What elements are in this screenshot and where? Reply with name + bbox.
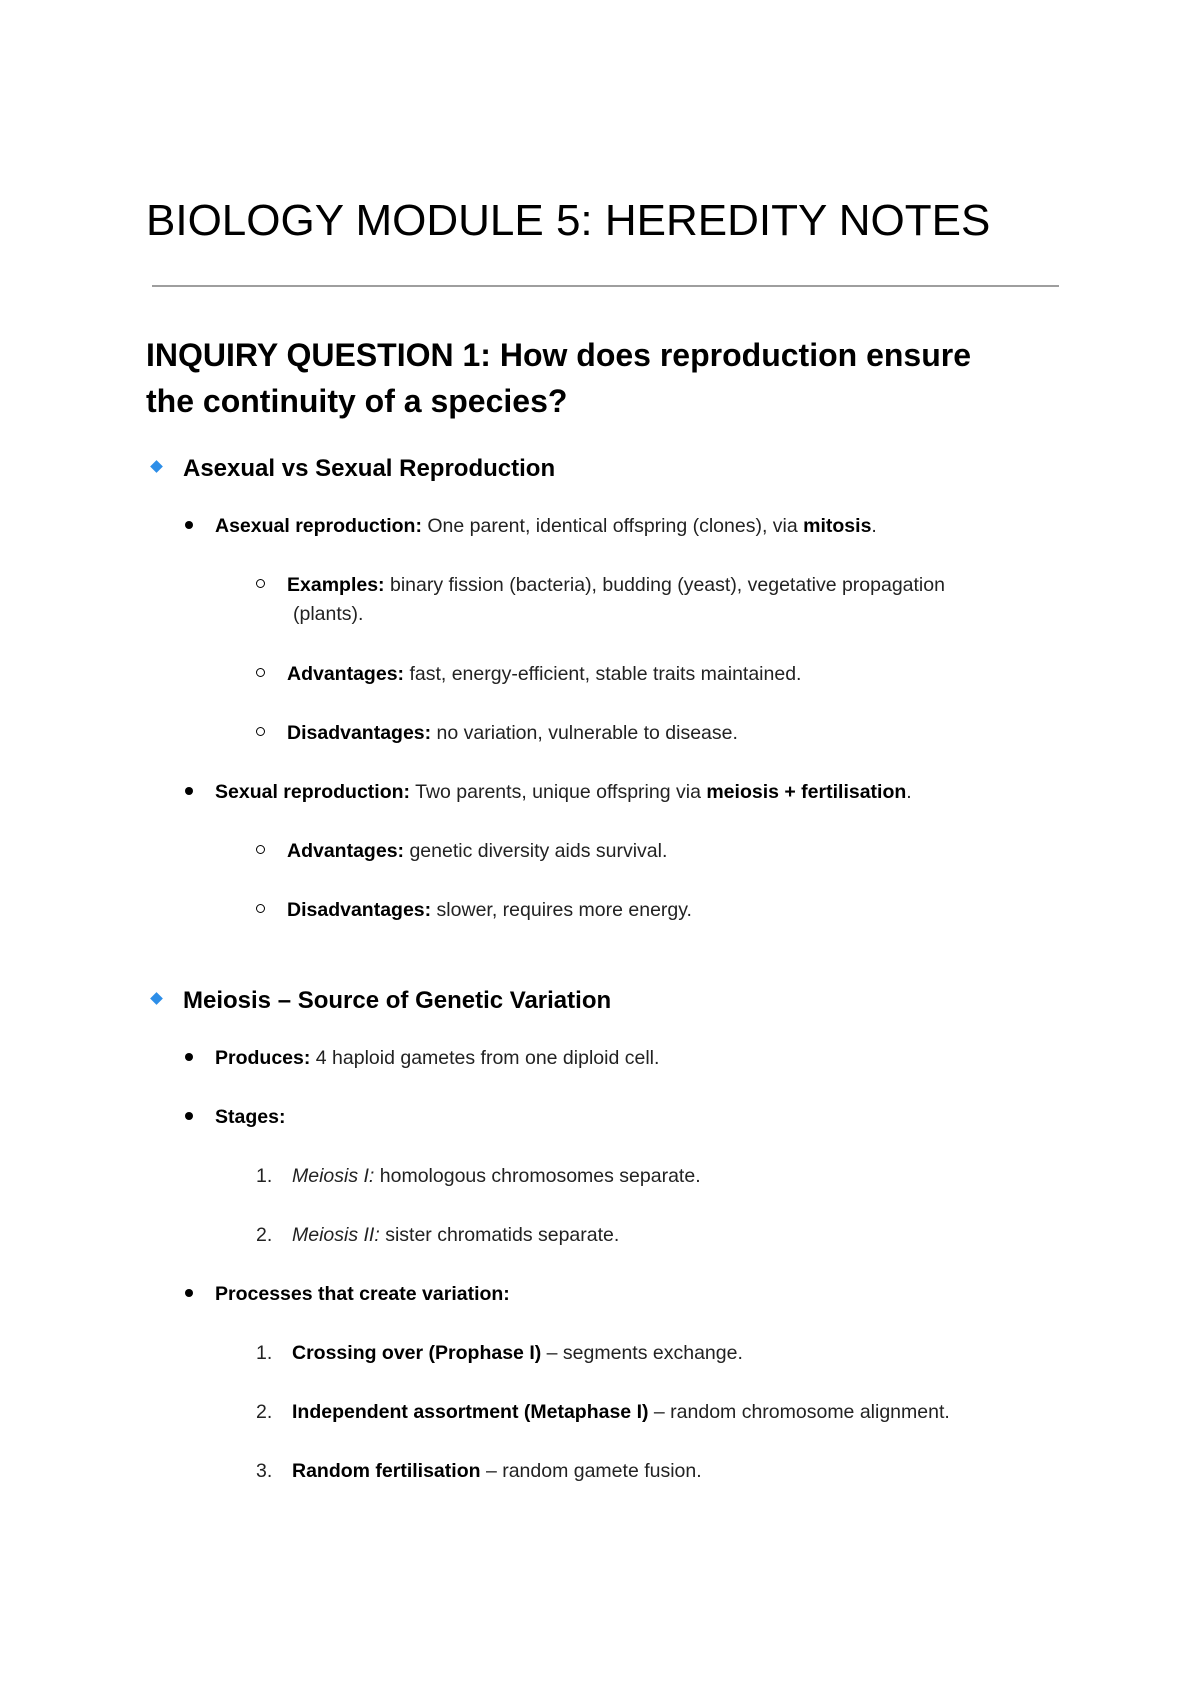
section-heading-reproduction <box>152 454 555 484</box>
item-text: no variation, vulnerable to disease. <box>431 722 738 744</box>
bullet-icon <box>185 1289 193 1297</box>
term-label: Disadvantages: <box>287 899 432 921</box>
hollow-bullet-icon <box>256 845 265 854</box>
item-text: Two parents, unique offspring via <box>410 781 707 803</box>
numbered-item-stage-1 <box>256 1162 701 1191</box>
list-item-asexual <box>185 512 877 541</box>
term-emphasis: meiosis + fertilisation <box>706 781 907 803</box>
term-label: Processes that create variation: <box>215 1283 510 1305</box>
inquiry-question-heading <box>146 332 1066 424</box>
item-number: 1. <box>256 1342 273 1364</box>
bullet-icon <box>185 1053 193 1061</box>
stage-name: Meiosis II: <box>292 1224 380 1246</box>
term-label: Advantages: <box>287 840 405 862</box>
item-text: 4 haploid gametes from one diploid cell. <box>310 1047 660 1069</box>
numbered-item-process-2 <box>256 1398 950 1427</box>
hollow-bullet-icon <box>256 727 265 736</box>
item-text-end: . <box>871 515 877 537</box>
page-title: BIOLOGY MODULE 5: HEREDITY NOTES <box>146 196 991 245</box>
hollow-bullet-icon <box>256 904 265 913</box>
item-number: 1. <box>256 1165 273 1187</box>
bullet-icon <box>185 521 193 529</box>
item-text: – random gamete fusion. <box>480 1460 702 1482</box>
item-number: 2. <box>256 1224 273 1246</box>
numbered-item-process-3 <box>256 1457 702 1486</box>
process-name: Independent assortment (Metaphase I) <box>292 1401 649 1423</box>
hollow-bullet-icon <box>256 579 265 588</box>
sub-item-sexual-disadvantages <box>256 896 692 925</box>
term-label: Disadvantages: <box>287 722 432 744</box>
sub-item-asexual-disadvantages <box>256 719 738 748</box>
item-text-end: . <box>906 781 912 803</box>
stage-name: Meiosis I: <box>292 1165 375 1187</box>
bullet-icon <box>185 787 193 795</box>
hollow-bullet-icon <box>256 668 265 677</box>
item-text: slower, requires more energy. <box>431 899 692 921</box>
term-label: Produces: <box>215 1047 311 1069</box>
section-heading-text: Meiosis – Source of Genetic Variation <box>183 987 612 1014</box>
horizontal-rule <box>152 285 1059 287</box>
list-item-produces <box>185 1044 659 1073</box>
item-text: – random chromosome alignment. <box>648 1401 950 1423</box>
item-text: binary fission (bacteria), budding (yeast), vegetative propagation <box>384 574 945 596</box>
term-label: Sexual reproduction: <box>215 781 411 803</box>
diamond-bullet-icon <box>150 992 163 1005</box>
term-emphasis: mitosis <box>803 515 872 537</box>
item-text: fast, energy-efficient, stable traits maintained. <box>404 663 802 685</box>
item-text: One parent, identical offspring (clones), via <box>421 515 804 537</box>
inquiry-line-2: the continuity of a species? <box>146 383 568 419</box>
sub-item-examples <box>256 571 945 600</box>
process-name: Random fertilisation <box>292 1460 481 1482</box>
inquiry-line-1: INQUIRY QUESTION 1: How does reproduction ensure <box>146 337 971 373</box>
list-item-processes <box>185 1280 510 1309</box>
sub-item-examples-continued <box>293 600 363 629</box>
item-text: genetic diversity aids survival. <box>404 840 668 862</box>
item-text: sister chromatids separate. <box>379 1224 620 1246</box>
item-text: – segments exchange. <box>541 1342 743 1364</box>
term-label: Examples: <box>287 574 385 596</box>
item-number: 2. <box>256 1401 273 1423</box>
numbered-item-stage-2 <box>256 1221 619 1250</box>
item-text: (plants). <box>293 603 364 625</box>
section-heading-meiosis <box>152 986 611 1016</box>
term-label: Asexual reproduction: <box>215 515 422 537</box>
bullet-icon <box>185 1112 193 1120</box>
item-number: 3. <box>256 1460 273 1482</box>
section-heading-text: Asexual vs Sexual Reproduction <box>183 455 556 482</box>
numbered-item-process-1 <box>256 1339 743 1368</box>
term-label: Stages: <box>215 1106 286 1128</box>
item-text: homologous chromosomes separate. <box>374 1165 701 1187</box>
process-name: Crossing over (Prophase I) <box>292 1342 542 1364</box>
list-item-stages <box>185 1103 285 1132</box>
list-item-sexual <box>185 778 912 807</box>
sub-item-sexual-advantages <box>256 837 667 866</box>
diamond-bullet-icon <box>150 460 163 473</box>
term-label: Advantages: <box>287 663 405 685</box>
sub-item-asexual-advantages <box>256 660 801 689</box>
